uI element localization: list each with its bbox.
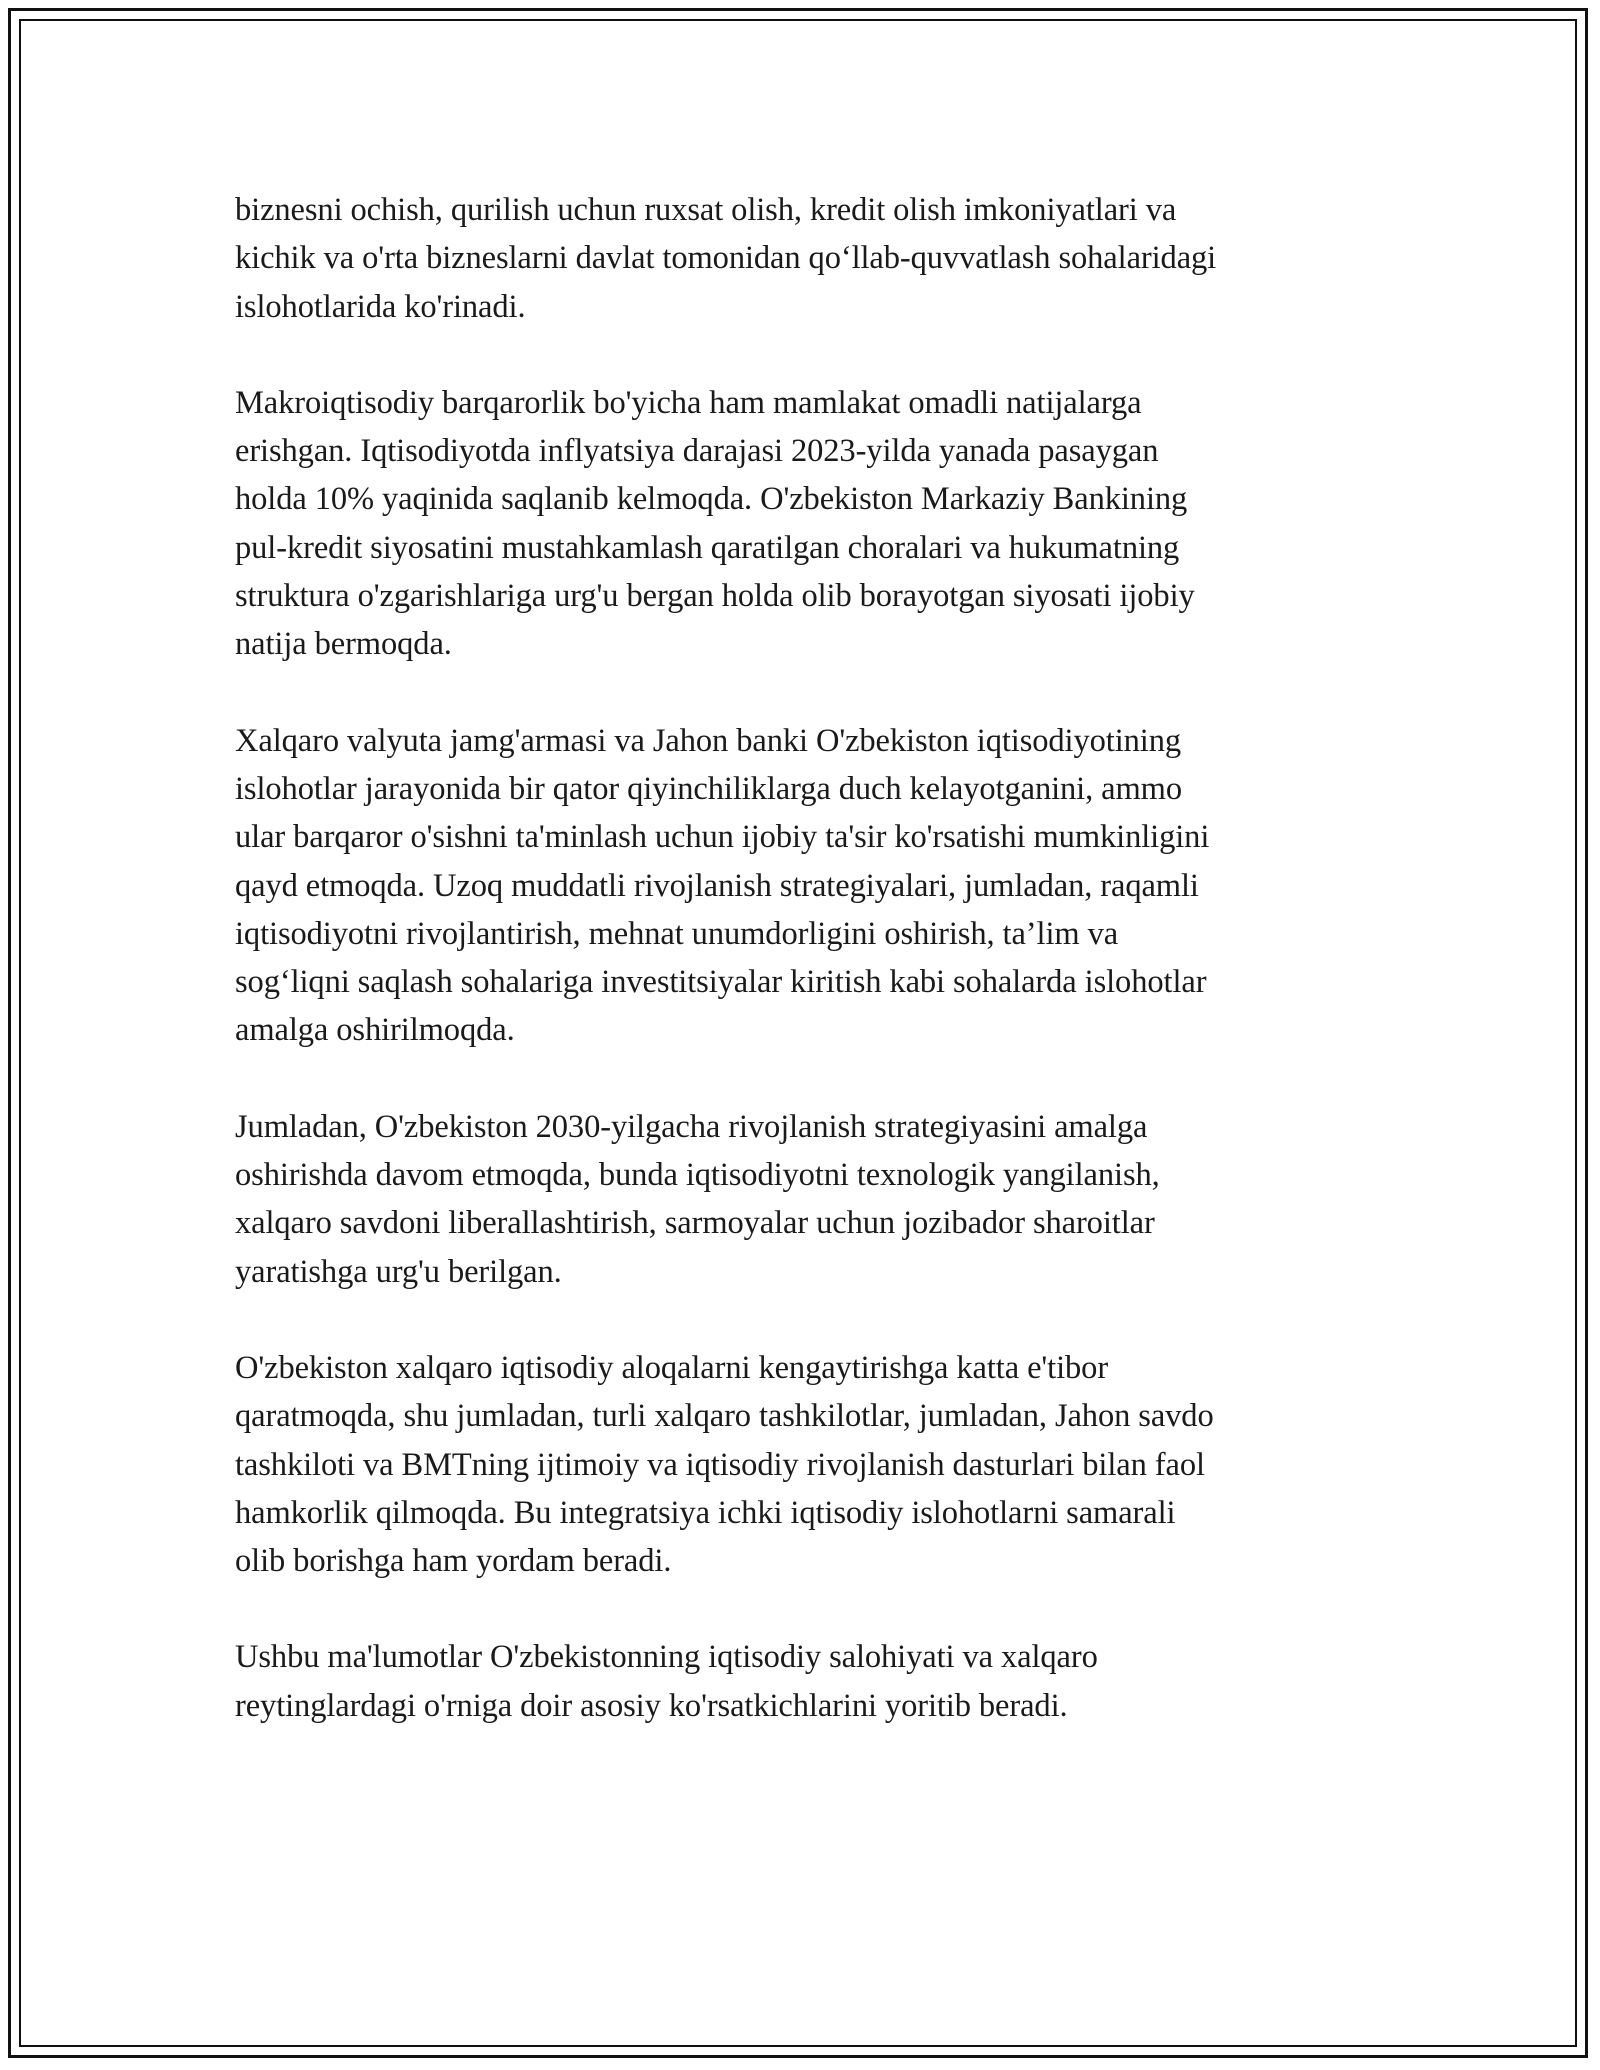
paragraph-strategy-2030: Jumladan, O'zbekiston 2030-yilgacha rivojlanish strategiyasini amalga oshirishda davom etmoqda, bunda iqtisodiyotni texnologik yangilanish, xalqaro savdoni liberallashtirish, sarmoyalar uchun jozibador sharoitlar yaratishga urg'u berilgan. (235, 1108, 1160, 1290)
paragraph-imf-world-bank: Xalqaro valyuta jamg'armasi va Jahon banki O'zbekiston iqtisodiyotining islohotlar jarayonida bir qator qiyinchiliklarga duch kelayotganini, ammo ular barqaror o'sishni ta'minlash uchun ijobiy ta'sir ko'rsatishi mumkinligini qayd etmoqda. Uzoq muddatli rivojlanish strategiyalari, jumladan, raqamli iqtisodiyotni rivojlantirish, mehnat unumdorligini oshirish, ta’lim va sog‘liqni saqlash sohalariga investitsiyalar kiritish kabi sohalarda islohotlar amalga oshirilmoqda. (235, 722, 1210, 1049)
paragraph-macroeconomic-stability: Makroiqtisodiy barqarorlik bo'yicha ham mamlakat omadli natijalarga erishgan. Iqtisodiyotda inflyatsiya darajasi 2023-yilda yanada pasaygan holda 10% yaqinida saqlanib kelmoqda. O'zbekiston Markaziy Bankining pul-kredit siyosatini mustahkamlash qaratilgan choralari va hukumatning struktura o'zgarishlariga urg'u bergan holda olib borayotgan siyosati ijobiy natija bermoqda. (235, 384, 1195, 663)
paragraph-international-relations: O'zbekiston xalqaro iqtisodiy aloqalarni kengaytirishga katta e'tibor qaratmoqda, shu jumladan, turli xalqaro tashkilotlar, jumladan, Jahon savdo tashkiloti va BMTning ijtimoiy va iqtisodiy rivojlanish dasturlari bilan faol hamkorlik qilmoqda. Bu integratsiya ichki iqtisodiy islohotlarni samarali olib borishga ham yordam beradi. (235, 1349, 1214, 1580)
paragraph-business-reforms: biznesni ochish, qurilish uchun ruxsat olish, kredit olish imkoniyatlari va kichik va o'rta bizneslarni davlat tomonidan qo‘llab-quvvatlash sohalaridagi islohotlarida ko'rinadi. (235, 192, 1217, 325)
document-body (235, 186, 1370, 1778)
paragraph-summary: Ushbu ma'lumotlar O'zbekistonning iqtisodiy salohiyati va xalqaro reytinglardagi o'rniga doir asosiy ko'rsatkichlarini yoritib beradi. (235, 1639, 1098, 1724)
